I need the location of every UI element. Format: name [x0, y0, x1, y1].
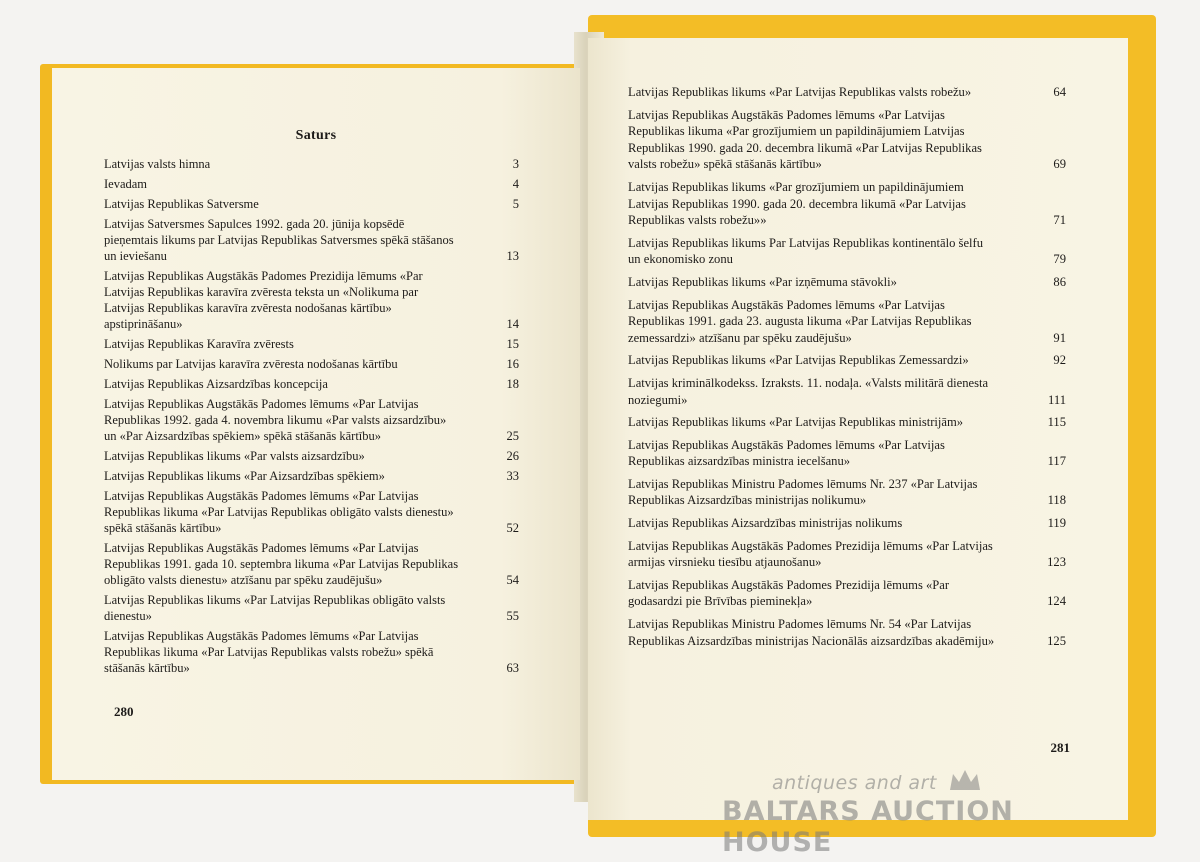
toc-entry-title: Latvijas Republikas Augstākās Padomes lēmums «Par Latvijas Republikas 1991. gada 10. septembra likuma «Par Latvijas Republikas obligāto valsts dienestu» atzīšanu par spēku zaudējušu»	[104, 541, 459, 587]
toc-entry	[104, 268, 519, 332]
auction-watermark	[722, 772, 1122, 858]
toc-entry	[104, 396, 519, 444]
toc-entry-title: Latvijas Republikas Augstākās Padomes lēmums «Par Latvijas Republikas aizsardzības ministra iecelšanu»	[628, 437, 945, 469]
contents-heading: Saturs	[295, 128, 337, 143]
toc-entry	[628, 375, 1066, 408]
toc-entry	[104, 540, 519, 588]
left-page	[52, 68, 580, 780]
toc-entry-title: Nolikums par Latvijas karavīra zvēresta nodošanas kārtību	[104, 357, 398, 371]
crown-icon	[948, 768, 982, 792]
toc-entry	[628, 107, 1066, 173]
toc-entry-title: Latvijas Republikas likums «Par Latvijas Republikas obligāto valsts dienestu»	[104, 593, 446, 623]
toc-entry-page: 55	[506, 609, 519, 623]
watermark-brand: BALTARS AUCTION HOUSE	[722, 796, 1014, 858]
toc-entry	[104, 356, 519, 372]
toc-entry	[628, 414, 1066, 431]
toc-entry-title: Latvijas Republikas likums «Par izņēmuma stāvokli»	[628, 274, 897, 289]
toc-left	[104, 156, 519, 680]
toc-entry-title: Latvijas Republikas likums «Par grozījumiem un papildinājumiem Latvijas Republikas 1990. gada 20. decembra likumā «Par Latvijas Republikas valsts robežu»»	[628, 179, 966, 228]
toc-entry	[104, 488, 519, 536]
toc-entry-page: 79	[1053, 252, 1066, 267]
toc-entry	[104, 628, 519, 676]
watermark-tagline: antiques and art	[772, 772, 937, 794]
toc-entry	[628, 515, 1066, 532]
toc-entry-page: 54	[506, 573, 519, 587]
toc-entry-title: Latvijas Republikas likums Par Latvijas Republikas kontinentālo šelfu un ekonomisko zonu	[628, 235, 984, 267]
toc-entry-title: Latvijas Republikas Aizsardzības ministrijas nolikums	[628, 516, 903, 531]
toc-entry-page: 14	[506, 317, 519, 331]
toc-entry-page: 3	[512, 157, 519, 171]
toc-entry	[104, 176, 519, 192]
toc-entry	[628, 352, 1066, 369]
toc-entry-title: Latvijas Republikas Augstākās Padomes lēmums «Par Latvijas Republikas likuma «Par grozījumiem un papildinājumiem Latvijas Republikas 1990. gada 20. decembra likumā «Par Latvijas Republikas valsts robežu» spēkā stāšanās kārtību»	[628, 107, 982, 172]
toc-entry	[628, 437, 1066, 470]
toc-entry-page: 125	[1047, 633, 1066, 648]
toc-entry	[628, 84, 1066, 101]
toc-entry-page: 15	[506, 337, 519, 351]
toc-entry	[628, 235, 1066, 268]
toc-entry-page: 26	[506, 449, 519, 463]
toc-entry-page: 5	[512, 197, 519, 211]
toc-entry-page: 18	[506, 377, 519, 391]
toc-entry	[628, 577, 1066, 610]
toc-entry	[104, 376, 519, 392]
toc-entry-page: 111	[1048, 392, 1066, 407]
toc-entry-page: 91	[1053, 330, 1066, 345]
right-page	[588, 38, 1128, 820]
toc-entry	[628, 297, 1066, 347]
toc-entry-title: Latvijas Republikas Augstākās Padomes lēmums «Par Latvijas Republikas 1991. gada 23. augusta likuma «Par Latvijas Republikas zemessardzi» atzīšanu par spēku zaudējušu»	[628, 297, 972, 345]
toc-entry	[628, 179, 1066, 229]
toc-entry	[628, 274, 1066, 291]
toc-entry-page: 63	[506, 661, 519, 675]
toc-entry-title: Latvijas Republikas likums «Par Aizsardzības spēkiem»	[104, 469, 385, 483]
toc-entry-title: Latvijas Republikas Augstākās Padomes Prezidija lēmums «Par Latvijas Republikas karavīra zvēresta teksta un «Nolikuma par Latvijas Republikas karavīra zvēresta nodošanas kārtību» apstiprināšanu»	[104, 269, 423, 331]
toc-entry-title: Latvijas Republikas Karavīra zvērests	[104, 337, 294, 351]
toc-entry	[104, 592, 519, 624]
toc-entry	[628, 476, 1066, 509]
toc-entry-title: Latvijas Republikas likums «Par Latvijas Republikas Zemessardzi»	[628, 353, 969, 368]
toc-entry	[104, 336, 519, 352]
toc-entry	[104, 196, 519, 212]
toc-entry-title: Latvijas Republikas likums «Par Latvijas Republikas valsts robežu»	[628, 85, 972, 99]
toc-entry-title: Latvijas Republikas Aizsardzības koncepcija	[104, 377, 328, 391]
toc-entry-title: Latvijas Republikas Ministru Padomes lēmums Nr. 237 «Par Latvijas Republikas Aizsardzības ministrijas nolikumu»	[628, 476, 978, 508]
toc-entry-page: 123	[1047, 555, 1066, 570]
toc-entry-title: Latvijas Satversmes Sapulces 1992. gada 20. jūnija kopsēdē pieņemtais likums par Latvijas Republikas Satversmes spēkā stāšanos un ieviešanu	[104, 217, 454, 263]
toc-entry-page: 71	[1053, 213, 1066, 228]
toc-entry-title: Latvijas Republikas Augstākās Padomes lēmums «Par Latvijas Republikas 1992. gada 4. novembra likumu «Par valsts aizsardzību» un «Par Aizsardzības spēkiem» spēkā stāšanās kārtību»	[104, 397, 447, 443]
toc-entry-page: 4	[512, 177, 519, 191]
toc-entry-title: Latvijas Republikas Augstākās Padomes Prezidija lēmums «Par Latvijas armijas virsnieku tiesību atjaunošanu»	[628, 538, 993, 570]
toc-entry-page: 25	[506, 429, 519, 443]
toc-entry-title: Latvijas Republikas Augstākās Padomes lēmums «Par Latvijas Republikas likuma «Par Latvijas Republikas valsts robežu» spēkā stāšanās kārtību»	[104, 629, 434, 675]
toc-entry-page: 33	[506, 469, 519, 483]
toc-entry-title: Latvijas Republikas likums «Par Latvijas Republikas ministrijām»	[628, 415, 964, 430]
toc-entry-page: 118	[1047, 493, 1066, 508]
toc-entry-title: Latvijas Republikas Satversme	[104, 197, 259, 211]
toc-entry-page: 13	[506, 249, 519, 263]
toc-entry-page: 92	[1053, 353, 1066, 368]
toc-entry-title: Latvijas Republikas Augstākās Padomes Prezidija lēmums «Par godasardzi pie Brīvības pieminekļa»	[628, 577, 950, 609]
toc-entry-page: 119	[1047, 516, 1066, 531]
toc-entry-page: 16	[506, 357, 519, 371]
toc-entry	[628, 616, 1066, 649]
toc-entry	[104, 468, 519, 484]
toc-entry	[104, 156, 519, 172]
toc-entry	[628, 538, 1066, 571]
toc-entry-title: Latvijas Republikas Ministru Padomes lēmums Nr. 54 «Par Latvijas Republikas Aizsardzības ministrijas Nacionālās aizsardzības akadēmiju»	[628, 617, 995, 648]
toc-entry-title: Latvijas Republikas Augstākās Padomes lēmums «Par Latvijas Republikas likuma «Par Latvijas Republikas obligāto valsts dienestu» spēkā stāšanās kārtību»	[104, 489, 454, 535]
toc-entry-title: Latvijas kriminālkodekss. Izraksts. 11. nodaļa. «Valsts militārā dienesta noziegumi»	[628, 375, 989, 407]
toc-entry-page: 64	[1053, 85, 1066, 99]
toc-entry-page: 124	[1047, 594, 1066, 609]
toc-entry-title: Ievadam	[104, 177, 148, 191]
page-number-left: 280	[114, 704, 134, 719]
toc-entry	[104, 216, 519, 264]
toc-entry-title: Latvijas valsts himna	[104, 157, 211, 171]
toc-right	[628, 84, 1066, 655]
toc-entry-title: Latvijas Republikas likums «Par valsts aizsardzību»	[104, 449, 365, 463]
toc-entry-page: 52	[506, 521, 519, 535]
toc-entry-page: 117	[1047, 454, 1066, 469]
toc-entry	[104, 448, 519, 464]
toc-entry-page: 86	[1053, 274, 1066, 289]
page-number-right: 281	[1050, 740, 1070, 755]
toc-entry-page: 115	[1047, 415, 1066, 430]
toc-entry-page: 69	[1053, 157, 1066, 172]
